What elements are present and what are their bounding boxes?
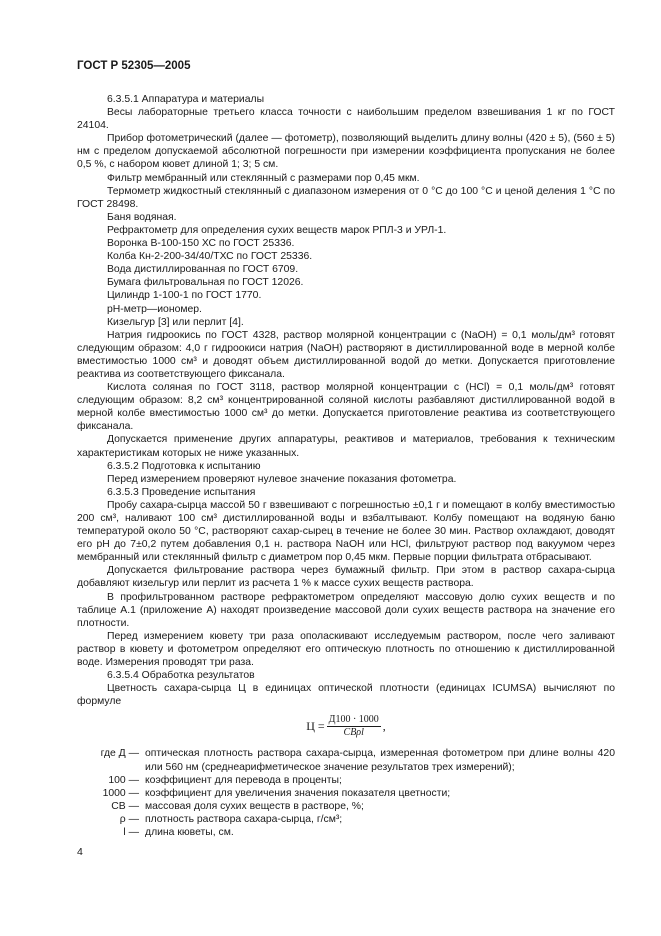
paragraph: Колба Кн-2-200-34/40/ТХС по ГОСТ 25336. [107, 251, 313, 263]
definition-term: ρ — [119, 813, 139, 825]
formula-suffix: , [382, 719, 386, 734]
formula-lhs: Ц = [306, 719, 325, 734]
paragraph: Весы лабораторные третьего класса точности с наибольшим пределом взвешивания 1 кг по ГОСТ 24104. [77, 107, 615, 132]
paragraph: Кизельгур [3] или перлит [4]. [107, 316, 244, 328]
paragraph: Допускается применение других аппаратуры, реактивов и материалов, требования к техническим характеристикам которых не ниже указанных. [77, 434, 615, 459]
definition-description: массовая доля сухих веществ в растворе, %; [145, 800, 364, 812]
document-body [77, 93, 615, 839]
definition-row [77, 813, 615, 826]
paragraph: 6.3.5.1 Аппаратура и материалы [107, 94, 265, 105]
paragraph: 6.3.5.4 Обработка результатов [107, 670, 255, 682]
paragraph: Прибор фотометрический (далее — фотометр), позволяющий выделить длину волны (420 ± 5), (560 ± 5) нм с пределом допускаемой абсолютной погрешности при измерении коэффициента пропускания не более 0,5 %, с набором кювет длиной 1; 3; 5 см. [77, 133, 615, 171]
formula [77, 714, 615, 739]
paragraph: 6.3.5.3 Проведение испытания [107, 486, 256, 498]
definition-term: 1000 — [102, 787, 139, 799]
paragraph: Бумага фильтровальная по ГОСТ 12026. [107, 277, 304, 289]
paragraph: Воронка В-100-150 ХС по ГОСТ 25336. [107, 238, 295, 250]
formula-fraction [327, 714, 381, 739]
definition-row [77, 774, 615, 787]
definition-term: где Д — [100, 748, 139, 760]
page-number: 4 [77, 846, 83, 858]
definition-description: длина кюветы, см. [145, 826, 234, 838]
definition-term: 100 — [108, 774, 139, 786]
paragraph: 6.3.5.2 Подготовка к испытанию [107, 460, 261, 472]
paragraph: Кислота соляная по ГОСТ 3118, раствор молярной концентрации с (НСl) = 0,1 моль/дм³ готовят следующим образом: 8,2 см³ концентрированной соляной кислоты разбавляют дистиллированной водой в мерной колбе вместимостью 1000 см³ до метки. Допускается приготовление реактива из соответствующего фиксанала. [77, 382, 615, 433]
formula-denominator: СВρl [343, 727, 364, 739]
paragraph: Фильтр мембранный или стеклянный с размерами пор 0,45 мкм. [107, 172, 420, 184]
definition-row [77, 787, 615, 800]
definition-row [77, 800, 615, 813]
paragraph: Допускается фильтрование раствора через бумажный фильтр. При этом в раствор сахара-сырца добавляют кизельгур или перлит из расчета 1 % к массе сухих веществ раствора. [77, 565, 615, 590]
paragraph: Перед измерением кювету три раза ополаскивают исследуемым раствором, после чего заливают раствор в кювету и фотометром определяют его оптическую плотность по отношению к дистиллированной воде. Измерения проводят три раза. [77, 630, 615, 669]
definition-description: коэффициент для увеличения значения показателя цветности; [145, 787, 451, 799]
paragraphs [77, 93, 615, 708]
definition-term: l — [123, 826, 139, 838]
formula-numerator: Д100 · 1000 [328, 714, 379, 726]
definition-description: оптическая плотность раствора сахара-сырца, измеренная фотометром при длине волны 420 или 560 нм (среднеарифметическое значение результатов трех измерений); [145, 748, 615, 773]
paragraph: Натрия гидроокись по ГОСТ 4328, раствор молярной концентрации с (NaOH) = 0,1 моль/дм³ готовят следующим образом: 4,0 г гидроокиси натрия (NaOH) растворяют в дистиллированной воде в мерной колбе вместимостью 1000 см³ и доводят объем дистиллированной водой до метки. Допускается приготовление реактива из соответствующего фиксанала. [77, 329, 615, 380]
definition-term: СВ — [111, 800, 139, 812]
paragraph: рН-метр—иономер. [107, 303, 202, 315]
paragraph: Цилиндр 1-100-1 по ГОСТ 1770. [107, 290, 262, 302]
paragraph: Перед измерением проверяют нулевое значение показания фотометра. [107, 473, 457, 485]
definitions-list [77, 747, 615, 839]
document-header: ГОСТ Р 52305—2005 [77, 60, 191, 72]
paragraph: Рефрактометр для определения сухих веществ марок РПЛ-3 и УРЛ-1. [107, 224, 447, 236]
paragraph: Баня водяная. [107, 211, 177, 223]
definition-description: коэффициент для перевода в проценты; [145, 774, 342, 786]
definition-row [77, 747, 615, 773]
paragraph: В профильтрованном растворе рефрактометром определяют массовую долю сухих веществ и по таблице А.1 (приложение А) находят произведение массовой доли сухих веществ раствора на значение его плотности. [77, 591, 615, 629]
paragraph: Вода дистиллированная по ГОСТ 6709. [107, 264, 299, 276]
paragraph: Термометр жидкостный стеклянный с диапазоном измерения от 0 °С до 100 °С и ценой деления 1 °С по ГОСТ 28498. [77, 185, 615, 210]
paragraph: Цветность сахара-сырца Ц в единицах оптической плотности (единицах ICUMSA) вычисляют по формуле [77, 683, 615, 708]
definition-row [77, 826, 615, 839]
paragraph: Пробу сахара-сырца массой 50 г взвешивают с погрешностью ±0,1 г и помещают в колбу вместимостью 200 см³, наливают 100 см³ дистиллированной воды и взбалтывают. Колбу помещают на водяную баню температурой около 50 °С, растворяют сахар-сырец в течение не более 30 мин. Раствор охлаждают, доводят его рН до 7±0,2 путем добавления 0,1 н. раствора NaOH или НСl, фильтруют раствор под вакуумом через мембранный или стеклянный фильтр с диаметром пор 0,45 мкм. Первые порции фильтрата отбрасывают. [77, 499, 615, 564]
definition-description: плотность раствора сахара-сырца, г/см³; [145, 813, 343, 825]
